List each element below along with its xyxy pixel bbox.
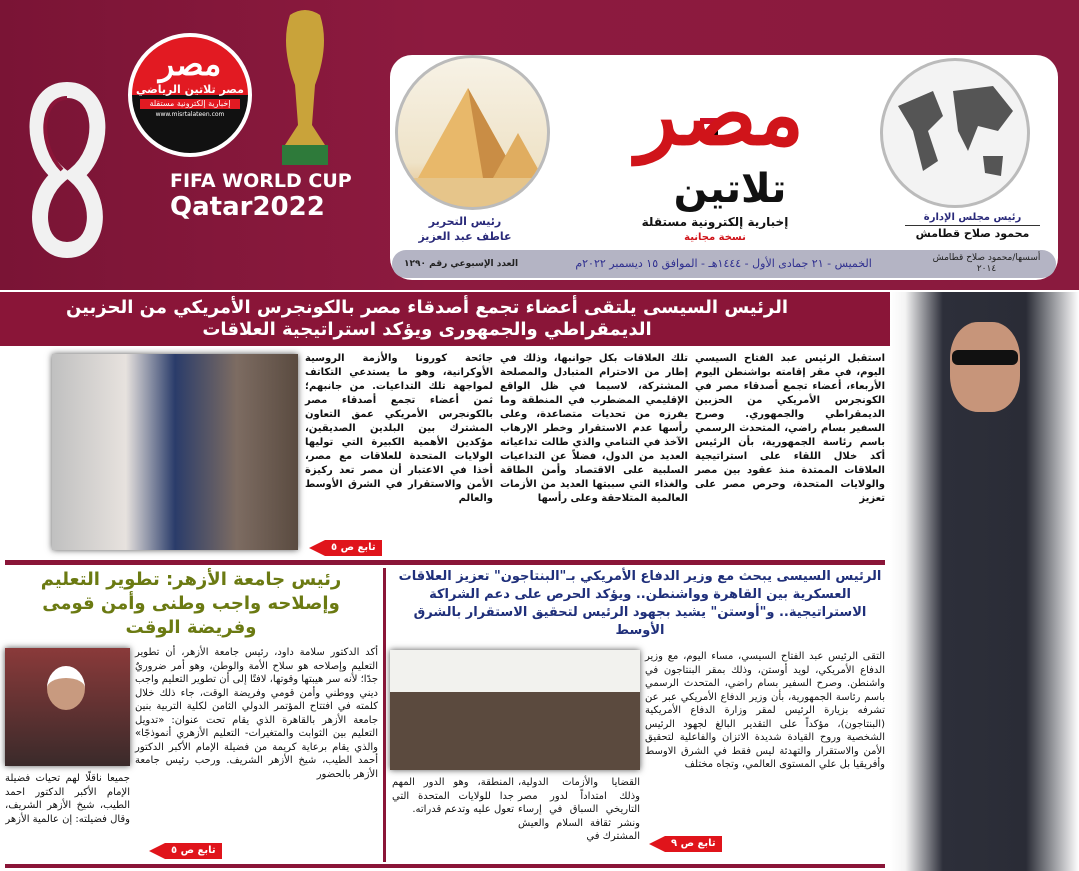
president-photo [890,292,1079,871]
main-story-col-3: جائحة كورونا والأزمة الروسية الأوكرانية، وهو ما يستدعي التكاتف لمواجهة تلك التداعيات. من جانبهم؛ ثمن أعضاء تجمع أصدقاء مصر بالكونجرس الأمريكي عمق التعاون المشترك بين البلدين الصديقين، مؤكدين الأهمية الكبيرة التي توليها الولايات المتحدة للعلاقات مع مصر، أخذا في الاعتبار أن مصر تعد ركيزة الأمن والاستقرار في الشرق الأوسط والعالم [305,353,493,504]
editor-in-chief [400,214,530,244]
free-copy-label: نسخة مجانية [684,232,746,243]
azhar-col-2: جميعا ناقلًا لهم تحيات فضيلة الإمام الأكبر الدكتور احمد الطيب، شيخ الأزهر الشريف، وقال فضيلته: إن عالمية الأزهر [5,773,130,825]
logo-mark: مصر [158,45,222,83]
sports-logo [128,33,252,157]
editor-title: رئيس التحرير [428,215,502,228]
pentagon-col-1: التقى الرئيس عبد الفتاح السيسي، مساء اليوم، مع وزير الدفاع الأمريكي، لويد أوستن، وذلك بمقر البنتاجون في واشنطن. وصرح السفير بسام راضي، المتحدث الرسمي باسم رئاسة الجمهورية، بأن وزير الدفاع الأمريكي عبر عن تشرفه بزيارة الرئيس لمقر وزارة الدفاع الأمريكية (البنتاجون)، مؤكداً على التقدير البالغ لجهود الرئيس الشخصية وروح القيادة شديدة الاتزان والفاعلية لتحقيق الأمن والاستقرار والتهدئة ليس فقط في الشرق الاوسط وأفريقيا بل علي المستوى العالمي، وتجاه مختلف [645,651,885,770]
pyramids-illustration [395,55,550,210]
logo-url: www.misrtalateen.com [155,111,225,118]
wc-line-2: Qatar2022 [170,192,325,222]
board-chairman [905,210,1040,241]
continue-page-9-link[interactable]: تابع ص ٩ [665,836,722,852]
issue-number: العدد الإسبوعي رقم ١٢٩٠ [404,258,519,269]
qatar-2022-emblem [20,80,115,260]
date-bar [392,250,1056,278]
pentagon-col-2: القضايا والأزمات الدولية، وذلك امتداداً لدور مصر التاريخي السباق في إرساء ونشر ثقافة السلام والعيش المشترك في [518,777,640,842]
board-name: محمود صلاح قطامش [915,227,1030,240]
masthead-title-red: مصر [635,64,805,165]
board-title: رئيس مجلس الإدارة [905,210,1040,226]
azhar-col-1: أكد الدكتور سلامة داود، رئيس جامعة الأزهر، أن تطوير التعليم وإصلاحه هو سلاح الأمة والوطن، وهو أمر ضروريٌ جدًا؛ لأنه سر هيبتها وقوتها، لافتًا إلى أن تطوير التعليم واجب ديني ووطني وأمن قومي وفريضة الوقت، جاء ذلك خلال كلمته في افتتاح المؤتمر الدولي الثامن لكلية التربية بنين جامعة الأزهر بالقاهرة الذي يقام تحت عنوان: «تدويل التعليم بين الثوابت والمتغيرات- التعليم الأزهري أنموذجًا» والذي يقام برعاية كريمة من فضيلة الإمام الأكبر الدكتور أحمد الطيب، شيخ الأزهر الشريف. ورحب رئيس جامعة الأزهر بالحضور [135,647,378,780]
pentagon-photo [390,650,640,770]
pentagon-col-3: المنطقة، وهو الدور المهم جدا للولايات المتحدة التي تعول عليه وتدعم قدراته. [392,777,514,815]
tagline: إخبارية إلكترونية مستقلة [641,215,789,229]
main-headline[interactable]: الرئيس السيسى يلتقى أعضاء تجمع أصدقاء مصر بالكونجرس الأمريكي من الحزبين الديمقراطي والجمهورى ويؤكد استراتيجية العلاقات [65,297,789,340]
congress-meeting-photo [52,354,298,550]
masthead-title-black: تلاتين [673,166,787,212]
editor-name: عاطف عبد العزيز [418,230,512,243]
issue-date: الخميس - ٢١ جمادى الأول - ١٤٤٤هـ - الموافق ١٥ ديسمبر ٢٠٢٢م [575,257,872,270]
world-cup-wordmark [170,170,352,222]
main-story-col-1: استقبل الرئيس عبد الفتاح السيسي اليوم، في مقر إقامته بواشنطن اليوم الأربعاء، أعضاء تجمع أصدقاء مصر في الكونجرس الأمريكي من الحزبين الديمقراطي والجمهوري. وصرح السفير بسام راضي، المتحدث الرسمي باسم رئاسة الجمهورية، بأن الرئيس أكد خلال اللقاء على استراتيجية العلاقات الممتدة منذ عقود بين مصر والولايات المتحدة، وحرص مصر على تعزيز [695,353,885,504]
wc-line-1: FIFA WORLD CUP [170,170,352,192]
column-rule [383,568,386,862]
section-divider [5,560,885,565]
pentagon-headline[interactable]: الرئيس السيسى يبحث مع وزير الدفاع الأمريكي بـ"البنتاجون" تعزيز العلاقات العسكرية بين القاهرة وواشنطن.. ويؤكد الحرص على دعم الشراكة الاستراتيجية.. و"أوستن" يشيد بجهود الرئيس لتحقيق الاستقرار بالشرق الأوسط [398,569,882,638]
founded-label: أسسها/محمود صلاح قطامش ٢٠١٤ [932,253,1041,274]
bottom-rule [5,864,885,868]
main-story-col-2: تلك العلاقات بكل جوانبها، وذلك في إطار من الاحترام المتبادل والمصلحة المشتركة، لاسيما في ظل الواقع الإقليمي المضطرب في المنطقة وما يفرزه من تحديات متصاعدة، وعلى رأسها عدم الاستقرار وخطر الإرهاب الآخذ في التنامي والذي طالت تداعياته العديد من الدول، فضلاً عن التداعيات السلبية على الاقتصاد وأمن الطاقة والغذاء التي سببتها العديد من الأزمات العالمية المتلاحقة وعلى رأسها [500,353,688,504]
azhar-headline[interactable]: رئيس جامعة الأزهر: تطوير التعليم وإصلاحه واجب وطنى وأمن قومى وفريضة الوقت [40,569,342,638]
world-cup-trophy-icon [270,5,340,170]
azhar-president-photo [5,648,130,766]
continue-page-5-azhar-link[interactable]: تابع ص ٥ [165,843,222,859]
logo-subtitle: إخبارية إلكترونية مستقلة [140,99,240,109]
world-map-globe [880,58,1030,208]
logo-text: مصر تلاتين الرياضي [136,83,244,96]
continue-page-5-link[interactable]: تابع ص ٥ [325,540,382,556]
